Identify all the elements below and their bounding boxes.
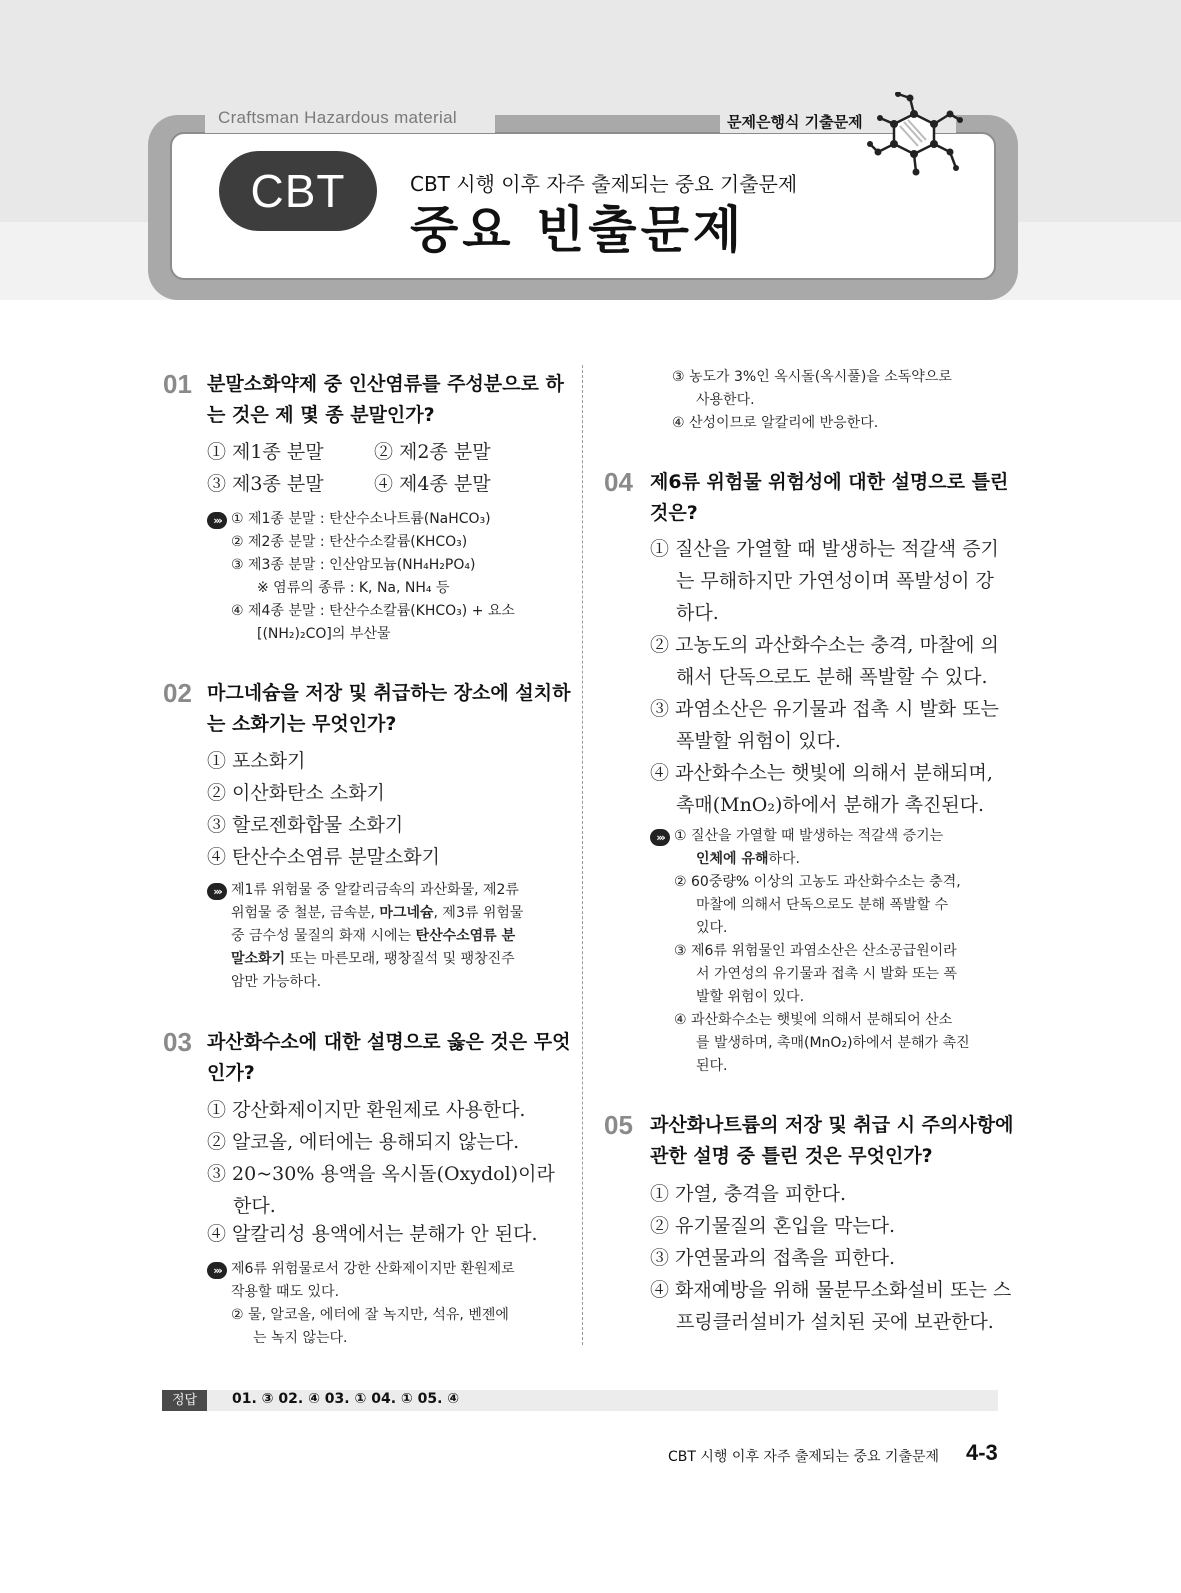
question-text: 과산화나트륨의 저장 및 취급 시 주의사항에 관한 설명 중 틀린 것은 무엇인가?: [650, 1114, 1014, 1167]
explanation: 제6류 위험물로서 강한 산화제이지만 환원제로 작용할 때도 있다. ② 물, 알코올, 에터에 잘 녹지만, 석유, 벤젠에 는 녹지 않는다.: [231, 1261, 515, 1346]
column-divider: [582, 365, 583, 1345]
answer-key: 01. ③ 02. ④ 03. ① 04. ① 05. ④: [232, 1391, 460, 1407]
explanation-icon: ›››: [207, 883, 227, 900]
question-number: 05: [604, 1110, 633, 1140]
question-text: 과산화수소에 대한 설명으로 옳은 것은 무엇 인가?: [207, 1031, 571, 1084]
page-subtitle: CBT 시행 이후 자주 출제되는 중요 기출문제: [410, 172, 798, 196]
explanation: 제1류 위험물 중 알칼리금속의 과산화물, 제2류 위험물 중 철분, 금속분, 마그네슘, 제3류 위험물 중 금수성 물질의 화재 시에는 탄산수소염류 분 말소화기 또는 마른모래, 팽창질석 및 팽창진주 암만 가능하다.: [231, 882, 524, 990]
question-text: 제6류 위험물 위험성에 대한 설명으로 틀린 것은?: [650, 471, 1009, 524]
question-number: 03: [163, 1027, 192, 1057]
series-label: Craftsman Hazardous material: [218, 108, 457, 127]
option-1[interactable]: ① 강산화제이지만 환원제로 사용한다.: [207, 1099, 526, 1121]
option-1[interactable]: ① 질산을 가열할 때 발생하는 적갈색 증기 는 무해하지만 가연성이며 폭발성이 강 하다.: [650, 538, 999, 624]
section-label: 문제은행식 기출문제: [727, 113, 863, 131]
option-2[interactable]: ② 제2종 분말: [374, 441, 491, 463]
option-1[interactable]: ① 포소화기: [207, 750, 306, 772]
option-3[interactable]: ③ 할로젠화합물 소화기: [207, 814, 404, 836]
molecule-icon: [866, 92, 966, 182]
option-2[interactable]: ② 고농도의 과산화수소는 충격, 마찰에 의 해서 단독으로도 분해 폭발할 수 있다.: [650, 634, 999, 688]
option-4[interactable]: ④ 탄산수소염류 분말소화기: [207, 846, 440, 868]
option-2[interactable]: ② 알코올, 에터에는 용해되지 않는다.: [207, 1131, 520, 1153]
option-3[interactable]: ③ 제3종 분말: [207, 473, 324, 495]
cbt-badge: CBT: [219, 151, 377, 231]
option-1[interactable]: ① 제1종 분말: [207, 441, 324, 463]
question-text: 분말소화약제 중 인산염류를 주성분으로 하 는 것은 제 몇 종 분말인가?: [207, 373, 564, 426]
explanation-icon: ›››: [650, 829, 670, 846]
footer-title: CBT 시행 이후 자주 출제되는 중요 기출문제: [668, 1449, 940, 1465]
question-number: 04: [604, 467, 633, 497]
question-text: 마그네슘을 저장 및 취급하는 장소에 설치하 는 소화기는 무엇인가?: [207, 682, 571, 735]
option-4[interactable]: ④ 과산화수소는 햇빛에 의해서 분해되며, 촉매(MnO₂)하에서 분해가 촉진된다.: [650, 762, 993, 816]
option-2[interactable]: ② 유기물질의 혼입을 막는다.: [650, 1215, 896, 1237]
explanation: ① 제1종 분말 : 탄산수소나트륨(NaHCO₃) ② 제2종 분말 : 탄산수소칼륨(KHCO₃) ③ 제3종 분말 : 인산암모늄(NH₄H₂PO₄) ※ 염류의 종류 : K, Na, NH₄ 등 ④ 제4종 분말 : 탄산수소칼륨(KHCO₃) + 요소 [(NH₂)₂CO]의 부산물: [231, 511, 515, 642]
explanation: ① 질산을 가열할 때 발생하는 적갈색 증기는 인체에 유해하다. ② 60중량% 이상의 고농도 과산화수소는 충격, 마찰에 의해서 단독으로도 분해 폭발할 수 있다. ③ 제6류 위험물인 과염소산은 산소공급원이라 서 가연성의 유기물과 접촉 시 발화 또는 폭 발할 위험이 있다. ④ 과산화수소는 햇빛에 의해서 분해되어 산소 를 발생하며, 촉매(MnO₂)하에서 분해가 촉진 된다.: [674, 828, 970, 1074]
explanation-icon: ›››: [207, 512, 227, 529]
option-3[interactable]: ③ 과염소산은 유기물과 접촉 시 발화 또는 폭발할 위험이 있다.: [650, 698, 999, 752]
option-3[interactable]: ③ 가연물과의 접촉을 피한다.: [650, 1247, 896, 1269]
page-title: 중요 빈출문제: [410, 201, 746, 259]
option-3[interactable]: ③ 20~30% 용액을 옥시돌(Oxydol)이라 한다.: [207, 1163, 555, 1217]
option-1[interactable]: ① 가열, 충격을 피한다.: [650, 1183, 847, 1205]
page-number: 4-3: [966, 1440, 998, 1465]
option-4[interactable]: ④ 제4종 분말: [374, 473, 491, 495]
explanation-continued: ③ 농도가 3%인 옥시돌(옥시풀)을 소독약으로 사용한다. ④ 산성이므로 알칼리에 반응한다.: [672, 369, 952, 431]
option-2[interactable]: ② 이산화탄소 소화기: [207, 782, 385, 804]
question-number: 01: [163, 369, 192, 399]
answer-tag: 정답: [162, 1390, 207, 1411]
option-4[interactable]: ④ 화재예방을 위해 물분무소화설비 또는 스 프링클러설비가 설치된 곳에 보관한다.: [650, 1279, 1012, 1333]
explanation-icon: ›››: [207, 1262, 227, 1279]
option-4[interactable]: ④ 알칼리성 용액에서는 분해가 안 된다.: [207, 1223, 538, 1245]
question-number: 02: [163, 678, 192, 708]
